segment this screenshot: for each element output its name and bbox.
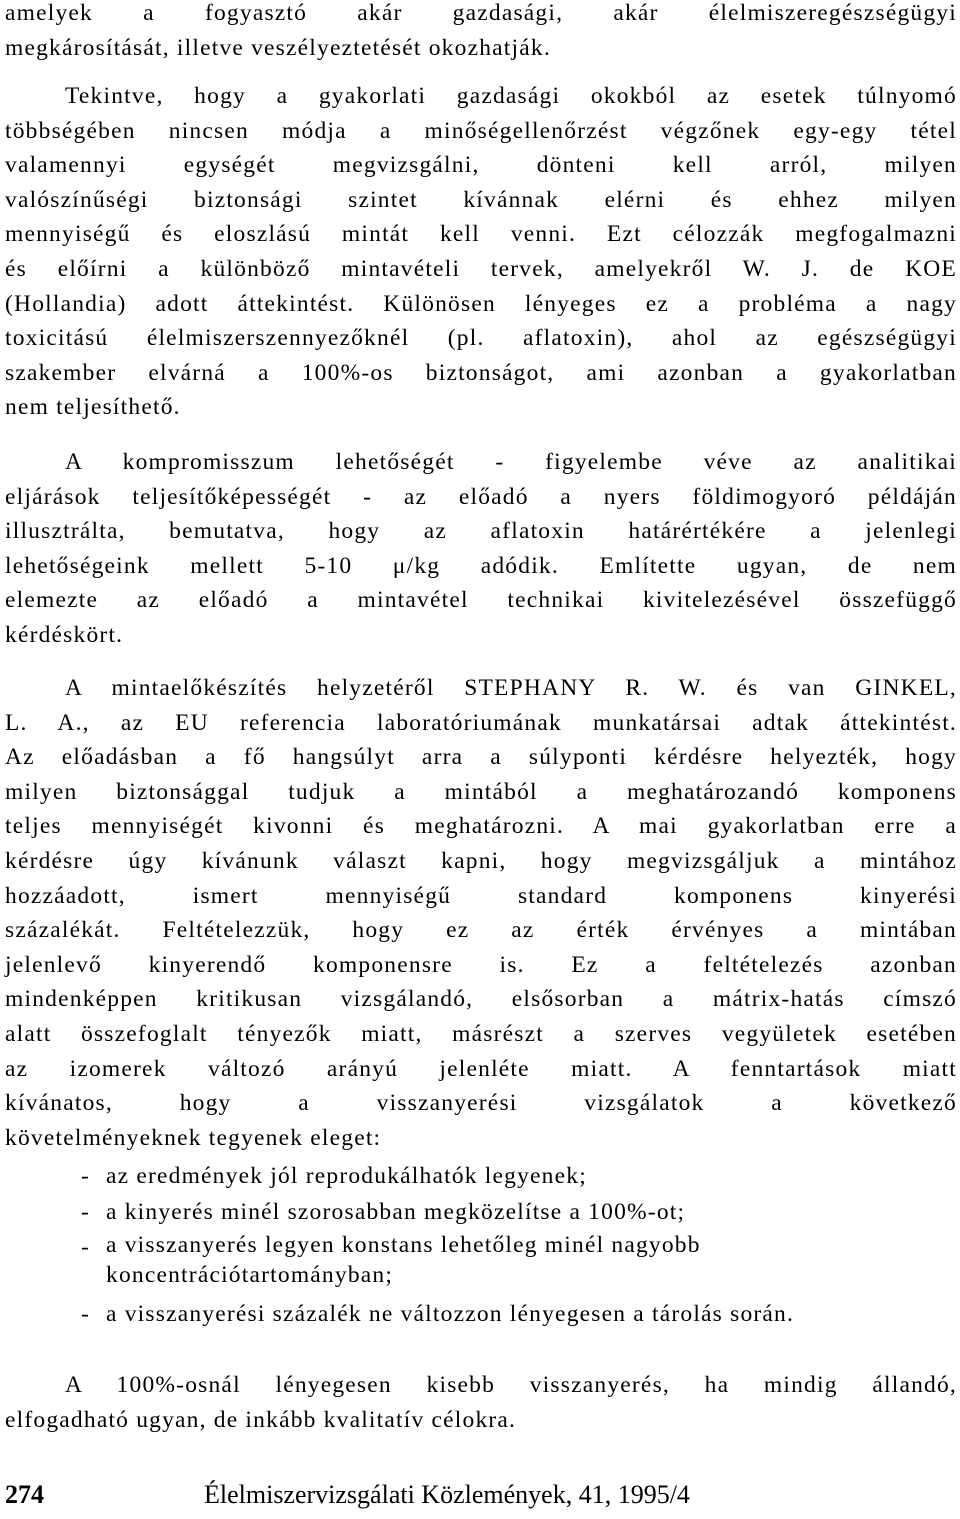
text-line: illusztrálta, bemutatva, hogy az aflatoxin határértékére a jelenlegi — [5, 518, 957, 545]
text-line: az eredmények jól reprodukálhatók legyenek; — [106, 1163, 587, 1189]
text-line: elemezte az előadó a mintavétel technikai kivitelezésével összefüggő — [5, 587, 957, 614]
text-line: lehetőségeink mellett 5-10 μ/kg adódik. Említette ugyan, de nem — [5, 552, 957, 579]
list-bullet: - — [81, 1234, 91, 1261]
paragraph-1 — [5, 0, 957, 65]
text-line: kérdésre úgy kívánunk választ kapni, hogy megvizsgáljuk a mintához — [5, 847, 957, 874]
text-line: jelenlevő kinyerendő komponensre is. Ez a feltételezés azonban — [5, 951, 957, 978]
list-item — [5, 1297, 957, 1332]
text-line: a visszanyerési százalék ne változzon lényegesen a tárolás során. — [106, 1301, 795, 1328]
text-line: a visszanyerés legyen konstans lehetőleg minél nagyobb — [106, 1232, 701, 1259]
text-line: nem teljesíthető. — [5, 394, 181, 421]
text-line: az izomerek változó arányú jelenléte miatt. A fenntartások miatt — [5, 1055, 957, 1082]
paragraph-5 — [5, 1368, 957, 1437]
text-line: többségében nincsen módja a minőségellenőrzést végzőnek egy-egy tétel — [5, 117, 957, 144]
list-item — [5, 1159, 957, 1194]
page-footer — [5, 1480, 957, 1514]
list-bullet: - — [81, 1163, 91, 1189]
journal-citation: Élelmiszervizsgálati Közlemények, 41, 1995/4 — [204, 1480, 690, 1509]
list-item — [5, 1195, 957, 1230]
paragraph-4 — [5, 671, 957, 1155]
list-bullet: - — [81, 1198, 91, 1225]
text-line: mennyiségű és eloszlású mintát kell venni. Ezt célozzák megfogalmazni — [5, 221, 957, 248]
text-line: elfogadható ugyan, de inkább kvalitatív célokra. — [5, 1406, 517, 1433]
page-number: 274 — [5, 1480, 44, 1509]
paragraph-2 — [5, 79, 957, 425]
text-line: A 100%-osnál lényegesen kisebb visszanyerés, ha mindig állandó, — [65, 1372, 957, 1398]
text-line: milyen biztonsággal tudjuk a mintából a meghatározandó komponens — [5, 778, 957, 805]
text-line: A kompromisszum lehetőségét - figyelembe véve az analitikai — [65, 449, 957, 475]
text-line: A mintaelőkészítés helyzetéről STEPHANY R. W. és van GINKEL, — [65, 675, 957, 701]
text-line: hozzáadott, ismert mennyiségű standard komponens kinyerési — [5, 882, 957, 909]
text-line: követelményeknek tegyenek eleget: — [5, 1124, 382, 1151]
text-line: amelyek a fogyasztó akár gazdasági, akár élelmiszeregészségügyi — [5, 0, 957, 26]
text-line: koncentrációtartományban; — [106, 1262, 394, 1289]
text-line: és előírni a különböző mintavételi tervek, amelyekről W. J. de KOE — [5, 255, 957, 282]
text-line: valamennyi egységét megvizsgálni, dönteni kell arról, milyen — [5, 152, 957, 179]
text-line: Az előadásban a fő hangsúlyt arra a súlyponti kérdésre helyezték, hogy — [5, 744, 957, 771]
text-line: kérdéskört. — [5, 621, 124, 648]
text-line: mindenképpen kritikusan vizsgálandó, elsősorban a mátrix-hatás címszó — [5, 986, 957, 1013]
text-line: szakember elvárná a 100%-os biztonságot, ami azonban a gyakorlatban — [5, 359, 957, 386]
paragraph-3 — [5, 445, 957, 653]
text-line: teljes mennyiségét kivonni és meghatározni. A mai gyakorlatban erre a — [5, 813, 957, 840]
text-line: L. A., az EU referencia laboratóriumának munkatársai adtak áttekintést. — [5, 709, 957, 736]
text-line: Tekintve, hogy a gyakorlati gazdasági okokból az esetek túlnyomó — [65, 83, 957, 109]
text-line: a kinyerés minél szorosabban megközelítse a 100%-ot; — [106, 1198, 686, 1225]
text-line: valószínűségi biztonsági szintet kívánnak elérni és ehhez milyen — [5, 186, 957, 213]
text-line: eljárások teljesítőképességét - az előadó a nyers földimogyoró példáján — [5, 483, 957, 510]
text-line: (Hollandia) adott áttekintést. Különösen lényeges ez a probléma a nagy — [5, 290, 957, 317]
text-line: kívánatos, hogy a visszanyerési vizsgálatok a következő — [5, 1090, 957, 1117]
requirements-list — [5, 1159, 957, 1332]
text-line: megkárosítását, illetve veszélyeztetését okozhatják. — [5, 34, 551, 61]
list-bullet: - — [81, 1301, 91, 1328]
text-line: százalékát. Feltételezzük, hogy ez az érték érvényes a mintában — [5, 917, 957, 944]
list-item — [5, 1230, 957, 1296]
text-line: toxicitású élelmiszerszennyezőknél (pl. aflatoxin), ahol az egészségügyi — [5, 325, 957, 352]
text-line: alatt összefoglalt tényezők miatt, másrészt a szerves vegyületek esetében — [5, 1020, 957, 1047]
